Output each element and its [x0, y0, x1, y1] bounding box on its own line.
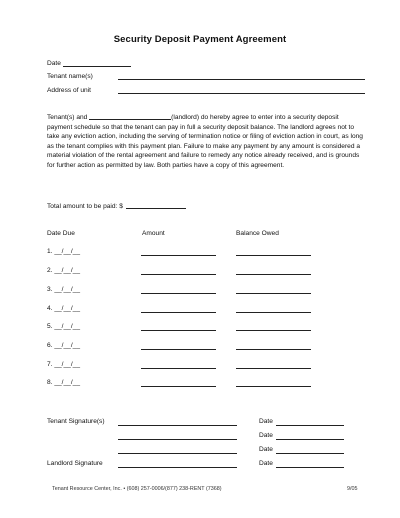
date-due-header: Date Due [47, 230, 75, 237]
schedule-row-amount-line[interactable] [141, 274, 216, 275]
tenant-names-field-line[interactable] [118, 79, 365, 80]
schedule-row-balance-line[interactable] [236, 386, 311, 387]
schedule-row-amount-line[interactable] [141, 349, 216, 350]
schedule-row-amount-line[interactable] [141, 293, 216, 294]
footer-version: 9/05 [347, 486, 358, 492]
schedule-row-balance-line[interactable] [236, 368, 311, 369]
tenant-signature-line[interactable] [118, 425, 237, 426]
schedule-row-balance-line[interactable] [236, 312, 311, 313]
schedule-row-balance-line[interactable] [236, 293, 311, 294]
document-title: Security Deposit Payment Agreement [113, 34, 287, 45]
landlord-signature-line[interactable] [118, 467, 237, 468]
schedule-row-amount-line[interactable] [141, 386, 216, 387]
schedule-row-amount-line[interactable] [141, 312, 216, 313]
signature-date-line[interactable] [276, 439, 344, 440]
landlord-signature-label: Landlord Signature [47, 460, 103, 467]
address-label: Address of unit [47, 87, 91, 94]
schedule-row-date[interactable]: 2. __/__/__ [47, 267, 80, 274]
total-amount-label: Total amount to be paid: $ [47, 203, 123, 210]
signature-date-line[interactable] [276, 467, 344, 468]
schedule-row-balance-line[interactable] [236, 255, 311, 256]
address-field-line[interactable] [118, 93, 365, 94]
landlord-name-blank[interactable] [89, 112, 171, 120]
total-amount-blank[interactable] [126, 201, 186, 209]
amount-header: Amount [142, 230, 165, 237]
total-amount-row [47, 201, 186, 210]
schedule-row-amount-line[interactable] [141, 255, 216, 256]
signature-date-label: Date [259, 432, 273, 439]
schedule-row-balance-line[interactable] [236, 330, 311, 331]
agreement-body: (landlord) do hereby agree to enter into a security deposit payment schedule so that the tenant can pay in full a security deposit balance. The landlord agrees not to take any eviction action, including the serving of termination notice or filing of eviction action in court, as long as the tenant complies with this payment plan. Failure to make any payment by any amount is considered a material violation of the rental agreement and failure to remedy any notice already received, and is grounds for further action as permitted by law. Both parties have a copy of this agreement. [47, 114, 363, 169]
schedule-row-date[interactable]: 3. __/__/__ [47, 286, 80, 293]
schedule-row-date[interactable]: 5. __/__/__ [47, 323, 80, 330]
tenant-names-label: Tenant name(s) [47, 73, 93, 80]
schedule-row-date[interactable]: 7. __/__/__ [47, 361, 80, 368]
schedule-row-date[interactable]: 4. __/__/__ [47, 305, 80, 312]
schedule-row-balance-line[interactable] [236, 274, 311, 275]
schedule-row-amount-line[interactable] [141, 330, 216, 331]
balance-owed-header: Balance Owed [236, 230, 279, 237]
agreement-paragraph [47, 112, 365, 171]
schedule-row-amount-line[interactable] [141, 368, 216, 369]
tenant-signature-line[interactable] [118, 439, 237, 440]
schedule-row-date[interactable]: 6. __/__/__ [47, 342, 80, 349]
signature-date-label: Date [259, 460, 273, 467]
signature-date-label: Date [259, 418, 273, 425]
tenant-signature-label: Tenant Signature(s) [47, 418, 105, 425]
signature-date-label: Date [259, 446, 273, 453]
signature-date-line[interactable] [276, 425, 344, 426]
schedule-row-date[interactable]: 8. __/__/__ [47, 379, 80, 386]
schedule-row-date[interactable]: 1. __/__/__ [47, 248, 80, 255]
agreement-tenant-prefix: Tenant(s) and [47, 114, 88, 121]
tenant-signature-line[interactable] [118, 453, 237, 454]
signature-date-line[interactable] [276, 453, 344, 454]
date-label: Date [47, 60, 61, 67]
date-field-line[interactable] [63, 66, 131, 67]
schedule-row-balance-line[interactable] [236, 349, 311, 350]
footer-contact: Tenant Resource Center, Inc. • (608) 257-0006/(877) 238-RENT (7368) [52, 486, 222, 492]
